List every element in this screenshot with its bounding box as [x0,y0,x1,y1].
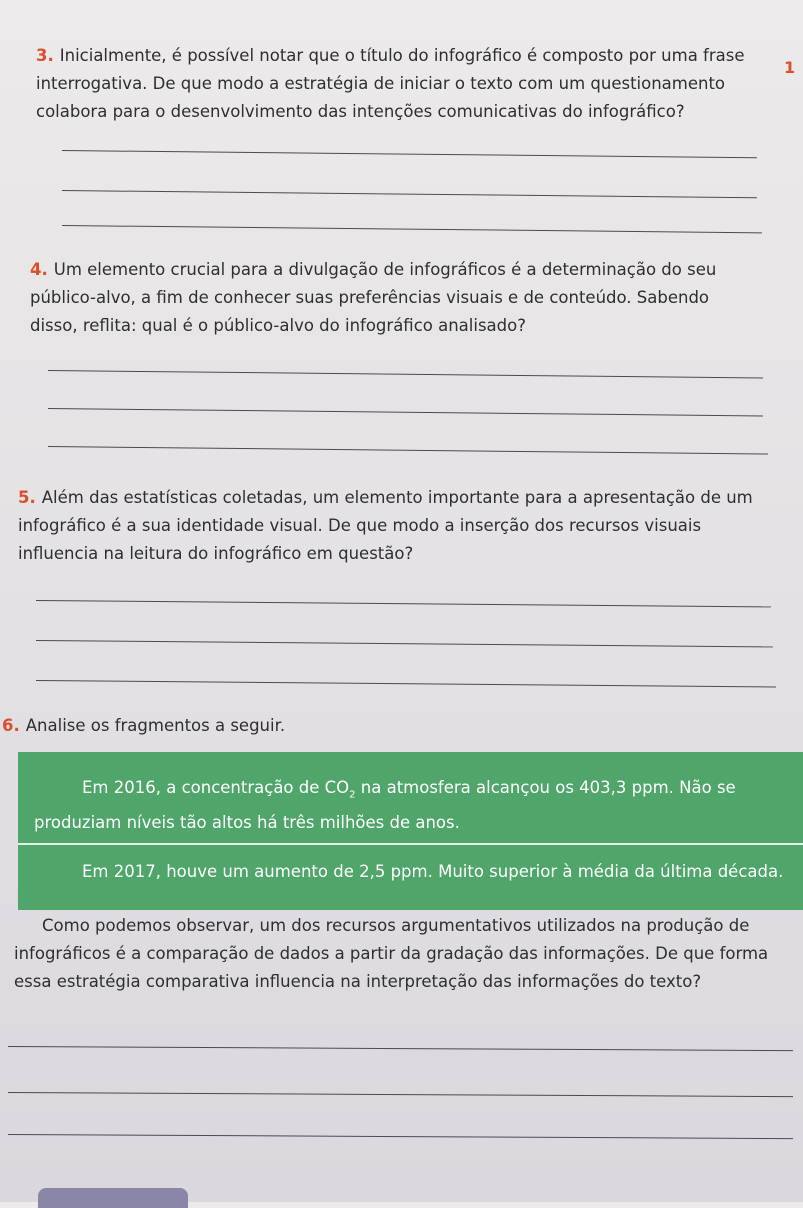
question-text: Analise os fragmentos a seguir. [25,716,286,735]
question-text: Um elemento crucial para a divulgação de infográficos é a determinação do seu público-alvo, a fim de conhecer suas preferências visuais e de conteúdo. Sabendo disso, reflita: qual é o público-alvo do infográfico analisado? [30,260,717,335]
answer-line[interactable] [48,370,763,378]
fragments-box [18,752,803,910]
question-number: 4. [30,260,48,279]
answer-line[interactable] [8,1092,793,1097]
answer-line[interactable] [48,446,768,455]
question-number: 3. [36,46,54,65]
answer-line[interactable] [36,640,773,647]
question-number: 6. [2,716,20,735]
fragment-divider [18,843,803,845]
question-6 [2,712,782,740]
fragment-2: Em 2017, houve um aumento de 2,5 ppm. Muito superior à média da última década. [82,862,784,881]
page-number: 1 [784,58,796,77]
question-number: 5. [18,488,36,507]
answer-line[interactable] [62,150,757,158]
answer-line[interactable] [36,600,771,607]
subscript-2: 2 [349,789,356,801]
page-tab-decoration [38,1188,188,1208]
question-6-followup: Como podemos observar, um dos recursos argumentativos utilizados na produção de infográficos é a comparação de dados a partir da gradação das informações. De que forma essa estratégia comparativa influencia na interpretação das informações do texto? [14,916,769,991]
question-5 [18,484,773,568]
question-text: Inicialmente, é possível notar que o título do infográfico é composto por uma frase interrogativa. De que modo a estratégia de iniciar o texto com um questionamento colabora para o desenvolvimento das intenções comunicativas do infográfico? [36,46,745,121]
answer-line[interactable] [48,408,763,416]
question-text: Além das estatísticas coletadas, um elemento importante para a apresentação de um infográfico é a sua identidade visual. De que modo a inserção dos recursos visuais influencia na leitura do infográfico em questão? [18,488,753,563]
question-4 [30,256,760,340]
answer-line[interactable] [62,190,757,198]
answer-line[interactable] [8,1046,793,1051]
fragment-1: Em 2016, a concentração de $CO_2$ na atmosfera alcançou os 403,3 ppm. Não se produziam níveis tão altos há três milhões de anos. [34,778,736,833]
answer-line[interactable] [8,1134,793,1139]
question-3 [36,42,756,126]
answer-line[interactable] [36,680,776,687]
answer-line[interactable] [62,225,762,233]
